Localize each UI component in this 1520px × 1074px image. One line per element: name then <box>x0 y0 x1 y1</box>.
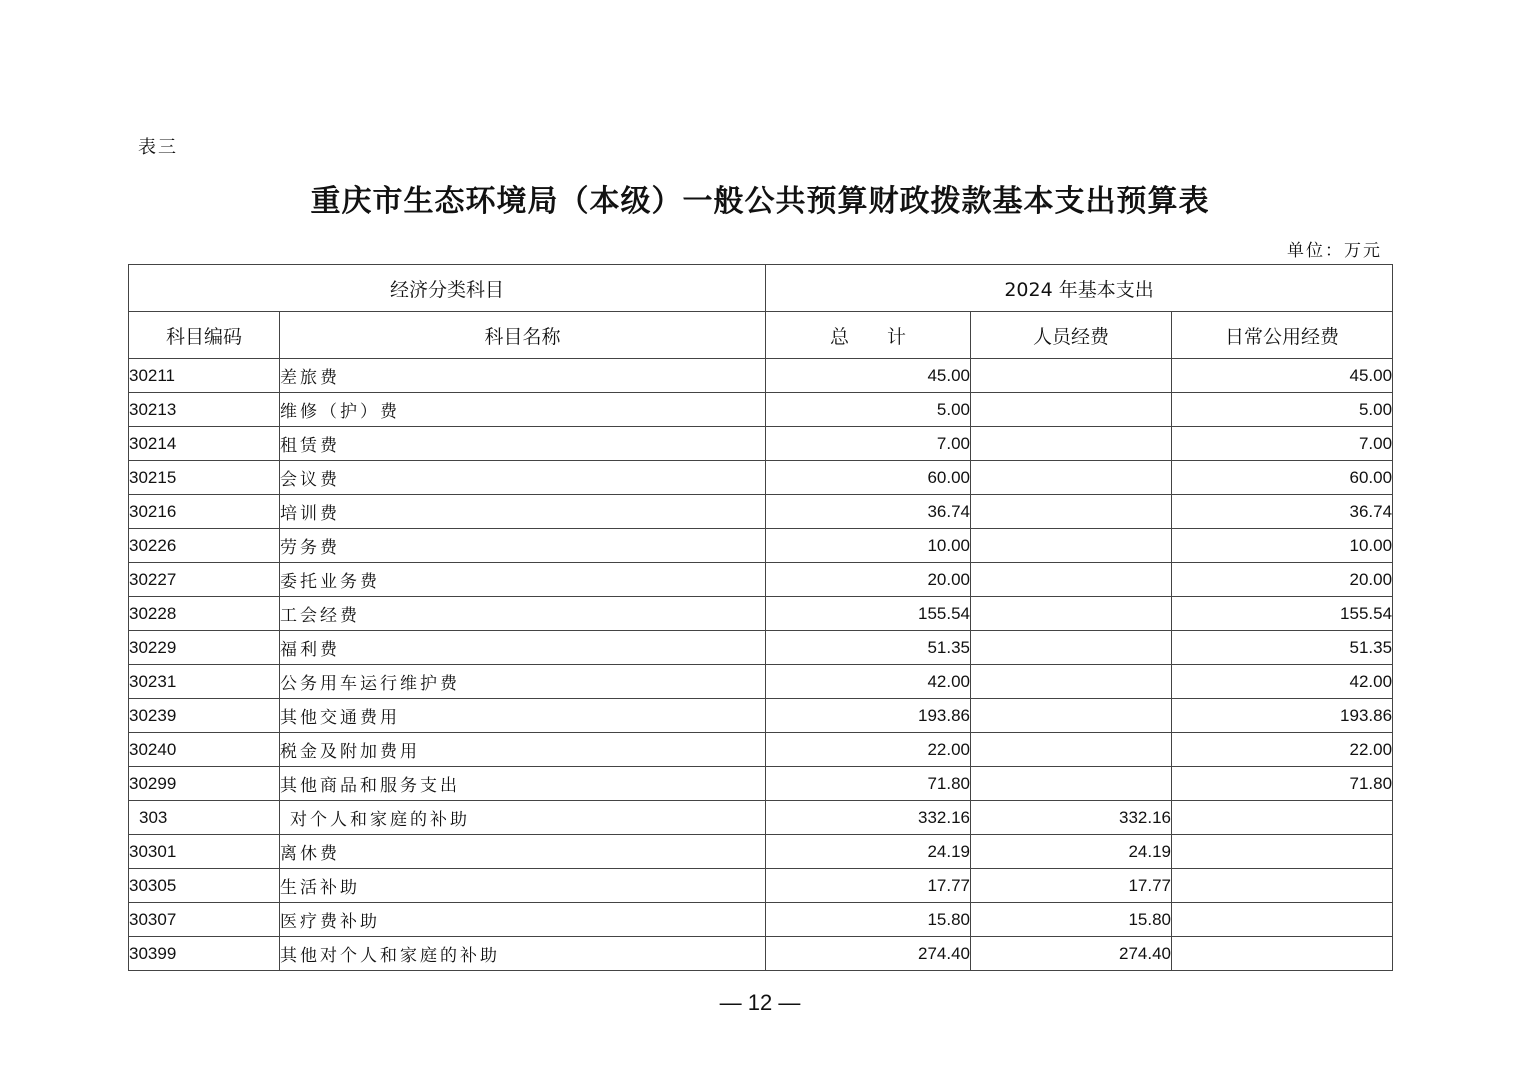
header-name: 科目名称 <box>280 312 766 359</box>
page-title: 重庆市生态环境局（本级）一般公共预算财政拨款基本支出预算表 <box>310 184 1210 219</box>
cell-code: 30305 <box>129 869 280 903</box>
cell-public: 5.00 <box>1172 393 1393 427</box>
table-row <box>129 767 1393 801</box>
cell-personnel <box>971 529 1172 563</box>
cell-code: 30228 <box>129 597 280 631</box>
cell-code: 30215 <box>129 461 280 495</box>
cell-personnel <box>971 563 1172 597</box>
cell-name: 生活补助 <box>280 869 766 903</box>
table-row <box>129 631 1393 665</box>
cell-personnel: 17.77 <box>971 869 1172 903</box>
cell-name: 差旅费 <box>280 359 766 393</box>
cell-personnel: 15.80 <box>971 903 1172 937</box>
cell-name: 其他交通费用 <box>280 699 766 733</box>
cell-code: 30399 <box>129 937 280 971</box>
cell-code: 30229 <box>129 631 280 665</box>
table-body <box>129 359 1393 971</box>
table-row <box>129 393 1393 427</box>
cell-personnel <box>971 393 1172 427</box>
cell-total: 60.00 <box>766 461 971 495</box>
cell-total: 7.00 <box>766 427 971 461</box>
header-personnel: 人员经费 <box>971 312 1172 359</box>
cell-public: 193.86 <box>1172 699 1393 733</box>
budget-table <box>128 264 1393 971</box>
cell-code: 30239 <box>129 699 280 733</box>
table-row <box>129 665 1393 699</box>
cell-public: 51.35 <box>1172 631 1393 665</box>
cell-personnel <box>971 767 1172 801</box>
cell-personnel <box>971 699 1172 733</box>
cell-public: 10.00 <box>1172 529 1393 563</box>
cell-name: 会议费 <box>280 461 766 495</box>
table-row <box>129 461 1393 495</box>
cell-total: 24.19 <box>766 835 971 869</box>
unit-label: 单位：万元 <box>1287 241 1382 261</box>
table-row <box>129 903 1393 937</box>
cell-total: 51.35 <box>766 631 971 665</box>
cell-name: 培训费 <box>280 495 766 529</box>
table-row <box>129 427 1393 461</box>
cell-total: 42.00 <box>766 665 971 699</box>
table-row <box>129 801 1393 835</box>
table-row <box>129 869 1393 903</box>
cell-name: 医疗费补助 <box>280 903 766 937</box>
cell-total: 17.77 <box>766 869 971 903</box>
cell-public <box>1172 835 1393 869</box>
cell-total: 45.00 <box>766 359 971 393</box>
header-expenditure: 2024 年基本支出 <box>766 265 1393 312</box>
cell-code: 30214 <box>129 427 280 461</box>
table-row <box>129 937 1393 971</box>
cell-total: 36.74 <box>766 495 971 529</box>
table-row <box>129 699 1393 733</box>
cell-name: 离休费 <box>280 835 766 869</box>
cell-name: 租赁费 <box>280 427 766 461</box>
cell-name: 劳务费 <box>280 529 766 563</box>
cell-total: 15.80 <box>766 903 971 937</box>
cell-personnel <box>971 359 1172 393</box>
cell-name: 对个人和家庭的补助 <box>280 801 766 835</box>
cell-public <box>1172 903 1393 937</box>
cell-public: 60.00 <box>1172 461 1393 495</box>
cell-total: 5.00 <box>766 393 971 427</box>
cell-public <box>1172 937 1393 971</box>
cell-name: 福利费 <box>280 631 766 665</box>
cell-public <box>1172 869 1393 903</box>
table-label: 表三 <box>138 137 178 158</box>
cell-name: 其他商品和服务支出 <box>280 767 766 801</box>
cell-public: 71.80 <box>1172 767 1393 801</box>
cell-code: 30231 <box>129 665 280 699</box>
cell-total: 20.00 <box>766 563 971 597</box>
cell-name: 工会经费 <box>280 597 766 631</box>
cell-name: 委托业务费 <box>280 563 766 597</box>
column-header-row <box>129 312 1393 359</box>
group-header-row <box>129 265 1393 312</box>
header-classification: 经济分类科目 <box>129 265 766 312</box>
cell-personnel: 274.40 <box>971 937 1172 971</box>
cell-personnel <box>971 665 1172 699</box>
cell-personnel <box>971 597 1172 631</box>
cell-code: 30216 <box>129 495 280 529</box>
cell-total: 193.86 <box>766 699 971 733</box>
page-number: — 12 — <box>719 990 801 1015</box>
cell-personnel: 24.19 <box>971 835 1172 869</box>
cell-code: 30227 <box>129 563 280 597</box>
cell-personnel <box>971 733 1172 767</box>
cell-public: 155.54 <box>1172 597 1393 631</box>
cell-name: 维修（护）费 <box>280 393 766 427</box>
table-row <box>129 835 1393 869</box>
cell-code: 30240 <box>129 733 280 767</box>
cell-name: 其他对个人和家庭的补助 <box>280 937 766 971</box>
cell-personnel <box>971 495 1172 529</box>
cell-total: 155.54 <box>766 597 971 631</box>
cell-personnel <box>971 461 1172 495</box>
header-public: 日常公用经费 <box>1172 312 1393 359</box>
table-row <box>129 529 1393 563</box>
cell-total: 274.40 <box>766 937 971 971</box>
cell-public: 42.00 <box>1172 665 1393 699</box>
cell-public: 36.74 <box>1172 495 1393 529</box>
header-code: 科目编码 <box>129 312 280 359</box>
cell-public: 20.00 <box>1172 563 1393 597</box>
table-row <box>129 733 1393 767</box>
cell-public <box>1172 801 1393 835</box>
cell-code: 30299 <box>129 767 280 801</box>
cell-total: 22.00 <box>766 733 971 767</box>
cell-personnel <box>971 427 1172 461</box>
cell-code: 30307 <box>129 903 280 937</box>
cell-total: 332.16 <box>766 801 971 835</box>
table-row <box>129 495 1393 529</box>
cell-code: 30301 <box>129 835 280 869</box>
table-row <box>129 597 1393 631</box>
cell-total: 10.00 <box>766 529 971 563</box>
cell-personnel <box>971 631 1172 665</box>
cell-code: 30226 <box>129 529 280 563</box>
cell-public: 45.00 <box>1172 359 1393 393</box>
cell-code: 30211 <box>129 359 280 393</box>
header-total: 总 计 <box>766 312 971 359</box>
cell-public: 22.00 <box>1172 733 1393 767</box>
cell-code: 303 <box>129 801 280 835</box>
cell-personnel: 332.16 <box>971 801 1172 835</box>
cell-name: 公务用车运行维护费 <box>280 665 766 699</box>
cell-code: 30213 <box>129 393 280 427</box>
cell-public: 7.00 <box>1172 427 1393 461</box>
table-row <box>129 359 1393 393</box>
cell-name: 税金及附加费用 <box>280 733 766 767</box>
table-row <box>129 563 1393 597</box>
cell-total: 71.80 <box>766 767 971 801</box>
